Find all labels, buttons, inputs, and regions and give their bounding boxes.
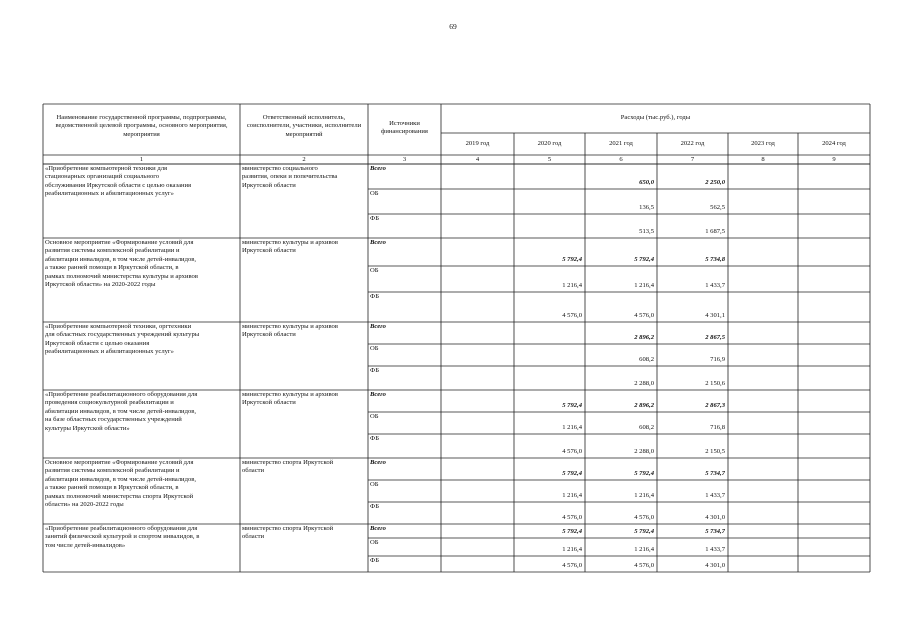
source-label: ОБ	[370, 345, 379, 352]
header-sources: Источники финансирования	[381, 120, 428, 136]
header-name: Наименование государственной программы, подпрограммы, ведомственной целевой программы, основного мероприятия, мероприятия	[55, 114, 228, 138]
header-year: 2019 год	[465, 140, 490, 147]
amount-value: 2 896,2	[634, 334, 654, 341]
amount-value: 5 792,4	[634, 256, 654, 263]
amount-value: 1 216,4	[562, 424, 582, 431]
amount-value: 1 216,4	[562, 546, 582, 553]
header-year: 2024 год	[822, 140, 846, 147]
source-label: Всего	[370, 391, 386, 398]
source-label: ОБ	[370, 190, 379, 197]
column-number: 8	[761, 155, 765, 163]
amount-value: 4 576,0	[562, 312, 582, 319]
amount-value: 4 576,0	[562, 448, 582, 455]
amount-value: 4 301,0	[705, 562, 725, 569]
column-number: 9	[832, 155, 836, 163]
amount-value: 5 792,4	[562, 470, 582, 477]
column-number: 2	[302, 155, 306, 163]
amount-value: 608,2	[639, 356, 654, 363]
source-label: Всего	[370, 459, 386, 466]
header-year: 2022 год	[680, 140, 705, 147]
source-label: ФБ	[370, 435, 379, 442]
amount-value: 4 576,0	[634, 514, 654, 521]
amount-value: 2 288,0	[634, 448, 654, 455]
amount-value: 2 867,5	[705, 334, 725, 341]
header-year: 2021 год	[609, 140, 633, 147]
amount-value: 1 216,4	[562, 492, 582, 499]
row-executor: министерство спорта Иркутской области	[242, 459, 334, 475]
page-number: 69	[449, 22, 457, 31]
amount-value: 2 150,5	[705, 448, 725, 455]
row-executor: министерство спорта Иркутской области	[242, 525, 334, 541]
amount-value: 2 150,6	[705, 380, 725, 387]
column-number: 4	[475, 155, 480, 163]
column-number: 3	[402, 155, 407, 163]
row-name: Основное мероприятие «Формирование условий для развития системы комплексной реабилитации и абилитации инвалидов, в том числе детей-инвалидов, а также ранней помощи в Иркутской области, в рамках полномочий министерства спорта Иркутской области» на 2020-2022 годы	[45, 459, 197, 509]
row-executor: министерство культуры и архивов Иркутской области	[242, 391, 338, 407]
header-year: 2020 год	[537, 140, 562, 147]
amount-value: 1 216,4	[634, 282, 654, 289]
amount-value: 650,0	[639, 179, 654, 186]
amount-value: 5 792,4	[634, 470, 654, 477]
column-number: 7	[690, 155, 695, 163]
amount-value: 1 216,4	[634, 546, 654, 553]
row-name: «Приобретение компьютерной техники для стационарных организаций социального обслуживания Иркутской области с целью оказания реабилитационных и абилитационных услуг»	[45, 165, 192, 198]
source-label: Всего	[370, 239, 386, 246]
amount-value: 4 301,0	[705, 514, 725, 521]
amount-value: 1 687,5	[705, 228, 725, 235]
row-name: «Приобретение реабилитационного оборудования для проведения социокультурной реабилитации и абилитации инвалидов, в том числе детей-инвалидов, на базе областных государственных учреждений культуры Иркутской области»	[45, 391, 198, 432]
row-name: «Приобретение компьютерной техники, оргтехники для областных государственных учреждений культуры Иркутской области с целью оказания реабилитационных и абилитационных услуг»	[45, 323, 200, 356]
source-label: Всего	[370, 323, 386, 330]
amount-value: 2 250,0	[705, 179, 725, 186]
amount-value: 1 216,4	[562, 282, 582, 289]
amount-value: 4 301,1	[705, 312, 725, 319]
source-label: ФБ	[370, 367, 379, 374]
amount-value: 513,5	[639, 228, 654, 235]
amount-value: 562,5	[710, 204, 725, 211]
source-label: Всего	[370, 525, 386, 532]
amount-value: 5 792,4	[634, 528, 654, 535]
amount-value: 5 792,4	[562, 256, 582, 263]
amount-value: 1 216,4	[634, 492, 654, 499]
amount-value: 716,8	[710, 424, 725, 431]
amount-value: 1 433,7	[705, 492, 725, 499]
row-executor: министерство культуры и архивов Иркутской области	[242, 323, 338, 339]
amount-value: 2 896,2	[634, 402, 654, 409]
amount-value: 1 433,7	[705, 282, 725, 289]
amount-value: 716,9	[710, 356, 725, 363]
source-label: ФБ	[370, 293, 379, 300]
row-executor: министерство социального развития, опеки и попечительства Иркутской области	[242, 165, 338, 189]
header-expenses: Расходы (тыс.руб.), годы	[620, 114, 691, 121]
amount-value: 2 288,0	[634, 380, 654, 387]
column-number: 6	[619, 155, 623, 163]
source-label: ФБ	[370, 215, 379, 222]
row-name: Основное мероприятие «Формирование условий для развития системы комплексной реабилитации и абилитации инвалидов, в том числе детей-инвалидов, а также ранней помощи в Иркутской области, в рамках полномочий министерства культуры и архивов Иркутской области» на 2020-2022 годы	[45, 239, 198, 289]
header-year: 2023 год	[751, 140, 775, 147]
row-name: «Приобретение реабилитационного оборудования для занятий физической культурой и спортом инвалидов, в том числе детей-инвалидов»	[45, 525, 200, 549]
amount-value: 5 792,4	[562, 528, 582, 535]
column-number: 1	[139, 155, 144, 163]
header-executor: Ответственный исполнитель, соисполнители, участники, исполнители мероприятий	[246, 114, 362, 138]
source-label: ОБ	[370, 267, 379, 274]
source-label: ФБ	[370, 557, 379, 564]
amount-value: 2 867,3	[705, 402, 725, 409]
amount-value: 5 734,7	[705, 528, 725, 535]
amount-value: 5 734,7	[705, 470, 725, 477]
amount-value: 4 576,0	[634, 312, 654, 319]
amount-value: 1 433,7	[705, 546, 725, 553]
amount-value: 4 576,0	[562, 514, 582, 521]
source-label: ФБ	[370, 503, 379, 510]
amount-value: 4 576,0	[634, 562, 654, 569]
amount-value: 5 792,4	[562, 402, 582, 409]
source-label: ОБ	[370, 413, 379, 420]
amount-value: 4 576,0	[562, 562, 582, 569]
row-executor: министерство культуры и архивов Иркутской области	[242, 239, 338, 255]
amount-value: 608,2	[639, 424, 654, 431]
source-label: ОБ	[370, 539, 379, 546]
column-number: 5	[547, 155, 552, 163]
source-label: ОБ	[370, 481, 379, 488]
source-label: Всего	[370, 165, 386, 172]
amount-value: 136,5	[639, 204, 654, 211]
amount-value: 5 734,8	[705, 256, 725, 263]
